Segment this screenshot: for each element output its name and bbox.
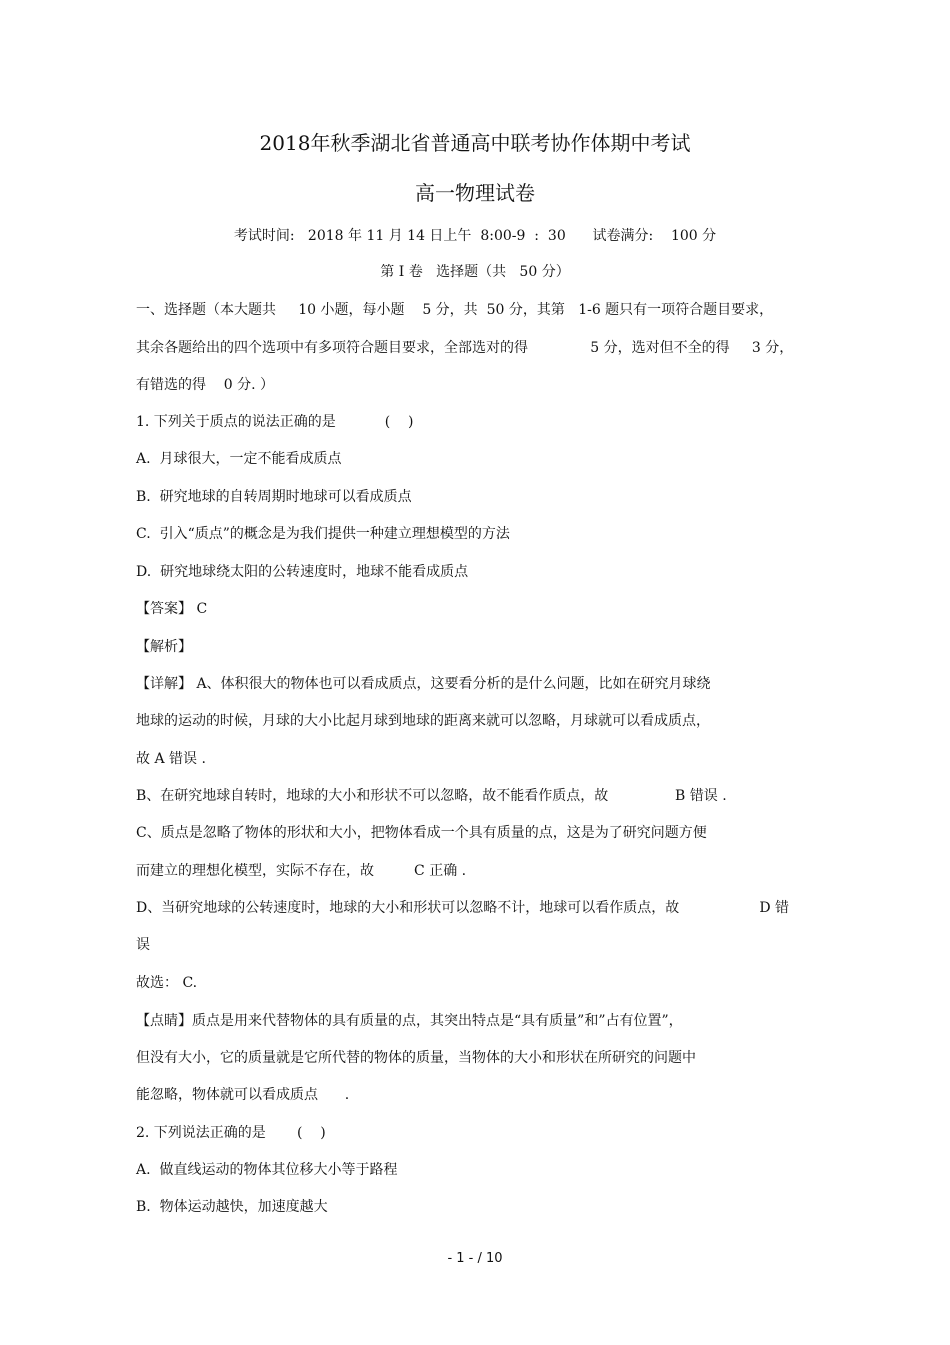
instruction-line: 有错选的得 0 分. ） (136, 377, 275, 393)
exam-title: 2018年秋季湖北省普通高中联考协作体期中考试 (259, 131, 691, 155)
page-number: - 1 - / 10 (447, 1251, 503, 1266)
question-1-option-a: A. 月球很大，一定不能看成质点 (136, 451, 342, 467)
question-1-option-b: B. 研究地球的自转周期时地球可以看成质点 (136, 489, 412, 505)
question-2-stem: 2. 下列说法正确的是 ( ) (136, 1125, 326, 1141)
question-2-option-a: A. 做直线运动的物体其位移大小等于路程 (136, 1162, 398, 1178)
exam-subtitle: 高一物理试卷 (415, 181, 535, 205)
exam-info: 考试时间: 2018 年 11 月 14 日上午 8:00-9 : 30 试卷满分: 100 分 (233, 228, 717, 244)
detail-line: C、质点是忽略了物体的形状和大小，把物体看成一个具有质量的点，这是为了研究问题方便 (136, 825, 707, 841)
detail-line: 故 A 错误 . (136, 751, 206, 767)
answer-label: 【答案】 C (136, 601, 208, 617)
detail-line: 误 (136, 937, 150, 953)
instruction-line: 其余各题给出的四个选项中有多项符合题目要求，全部选对的得 5 分，选对但不全的得 3 分， (136, 340, 794, 356)
detail-line: 故选： C. (136, 975, 198, 991)
comment-line: 能忽略，物体就可以看成质点 . (136, 1087, 350, 1103)
question-1-option-c: C. 引入“质点”的概念是为我们提供一种建立理想模型的方法 (136, 526, 510, 542)
question-1-stem: 1. 下列关于质点的说法正确的是 ( ) (136, 414, 414, 430)
question-2-option-b: B. 物体运动越快，加速度越大 (136, 1199, 328, 1215)
analysis-label: 【解析】 (136, 639, 192, 655)
detail-line: 而建立的理想化模型，实际不存在，故 C 正确 . (136, 863, 467, 879)
comment-line: 【点睛】质点是用来代替物体的具有质量的点，其突出特点是“具有质量”和”占有位置”， (136, 1013, 683, 1029)
instruction-line: 一、选择题（本大题共 10 小题，每小题 5 分，共 50 分，其第 1-6 题只有一项符合题目要求， (136, 302, 774, 318)
detail-line: 【详解】 A、体积很大的物体也可以看成质点，这要看分析的是什么问题，比如在研究月球绕 (136, 676, 711, 692)
comment-line: 但没有大小，它的质量就是它所代替的物体的质量，当物体的大小和形状在所研究的问题中 (136, 1050, 696, 1066)
section-title: 第 I 卷 选择题（共 50 分） (380, 264, 570, 280)
detail-line: B、在研究地球自转时，地球的大小和形状不可以忽略，故不能看作质点，故 B 错误 . (136, 788, 727, 804)
detail-line: 地球的运动的时候，月球的大小比起月球到地球的距离来就可以忽略，月球就可以看成质点， (136, 713, 710, 729)
detail-line: D、当研究地球的公转速度时，地球的大小和形状可以忽略不计，地球可以看作质点，故 D 错 (136, 900, 790, 916)
question-1-option-d: D. 研究地球绕太阳的公转速度时，地球不能看成质点 (136, 564, 469, 580)
